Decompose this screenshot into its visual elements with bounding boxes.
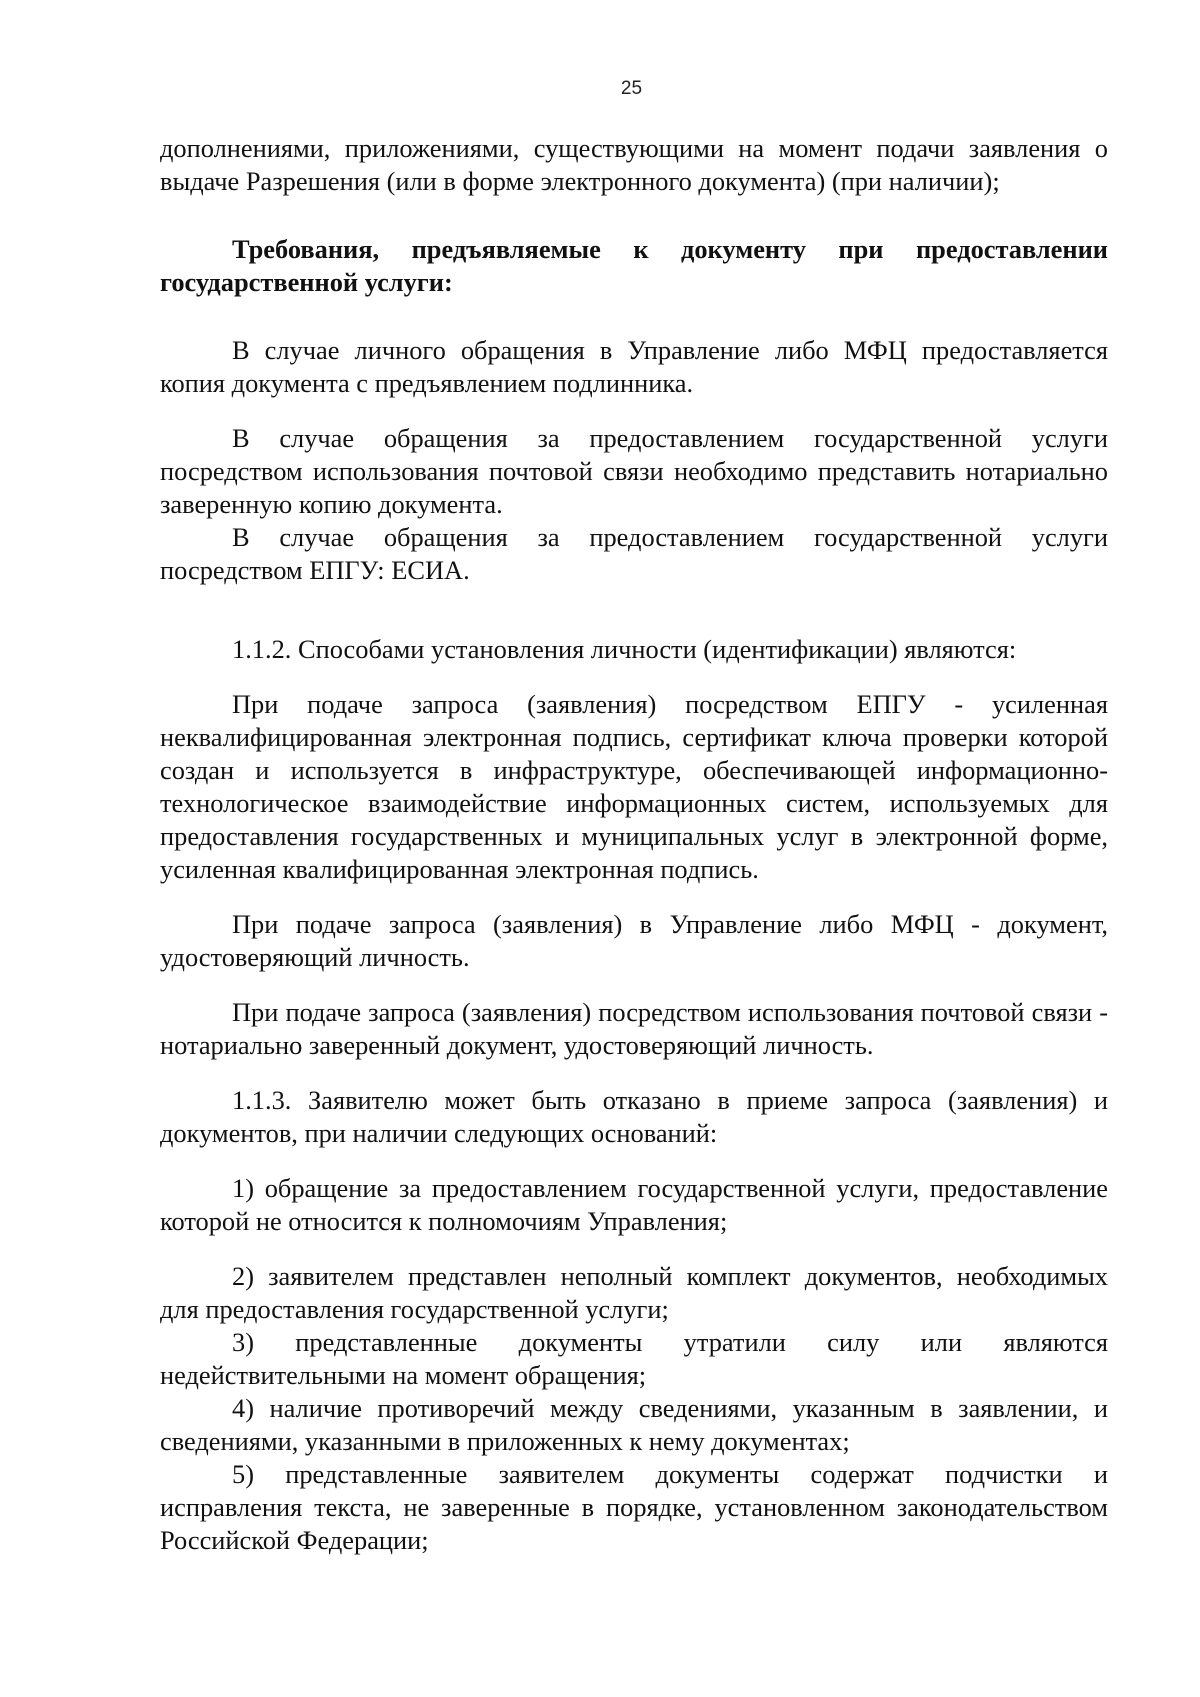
refusal-ground-1: 1) обращение за предоставлением государственной услуги, предоставление которой не относится к полномочиям Управления; [160,1173,1108,1236]
refusal-ground-4: 4) наличие противоречий между сведениями, указанным в заявлении, и сведениями, указанными в приложенных к нему документах; [160,1393,1108,1456]
document-body [160,132,1108,1557]
page-number: 25 [620,78,643,99]
paragraph-epgu-signature: При подаче запроса (заявления) посредством ЕПГУ - усиленная неквалифицированная электронная подпись, сертификат ключа проверки которой создан и используется в инфраструктуре, обеспечивающей информационно-технологическое взаимодействие информационных систем, используемых для предоставления государственных и муниципальных услуг в электронной форме, усиленная квалифицированная электронная подпись. [160,689,1108,884]
refusal-ground-5: 5) представленные заявителем документы содержат подчистки и исправления текста, не заверенные в порядке, установленном законодательством Российской Федерации; [160,1459,1108,1555]
paragraph-postal: В случае обращения за предоставлением государственной услуги посредством использования почтовой связи необходимо представить нотариально заверенную копию документа. [160,423,1108,519]
paragraph-epgu: В случае обращения за предоставлением государственной услуги посредством ЕПГУ: ЕСИА. [160,522,1108,585]
paragraph-mfc-document: При подаче запроса (заявления) в Управление либо МФЦ - документ, удостоверяющий личность. [160,909,1108,972]
clause-1-1-2-heading: 1.1.2. Способами установления личности (идентификации) являются: [232,634,1017,664]
refusal-ground-2: 2) заявителем представлен неполный комплект документов, необходимых для предоставления государственной услуги; [160,1261,1108,1324]
clause-1-1-3-heading: 1.1.3. Заявителю может быть отказано в приеме запроса (заявления) и документов, при наличии следующих оснований: [160,1085,1108,1148]
refusal-ground-3: 3) представленные документы утратили силу или являются недействительными на момент обращения; [160,1327,1108,1390]
section-heading-requirements: Требования, предъявляемые к документу при предоставлении государственной услуги: [160,234,1108,297]
paragraph-postal-document: При подаче запроса (заявления) посредством использования почтовой связи - нотариально заверенный документ, удостоверяющий личность. [160,997,1108,1060]
paragraph-continuation: дополнениями, приложениями, существующими на момент подачи заявления о выдаче Разрешения (или в форме электронного документа) (при наличии); [160,133,1108,196]
paragraph-personal-visit: В случае личного обращения в Управление либо МФЦ предоставляется копия документа с предъявлением подлинника. [160,335,1108,398]
